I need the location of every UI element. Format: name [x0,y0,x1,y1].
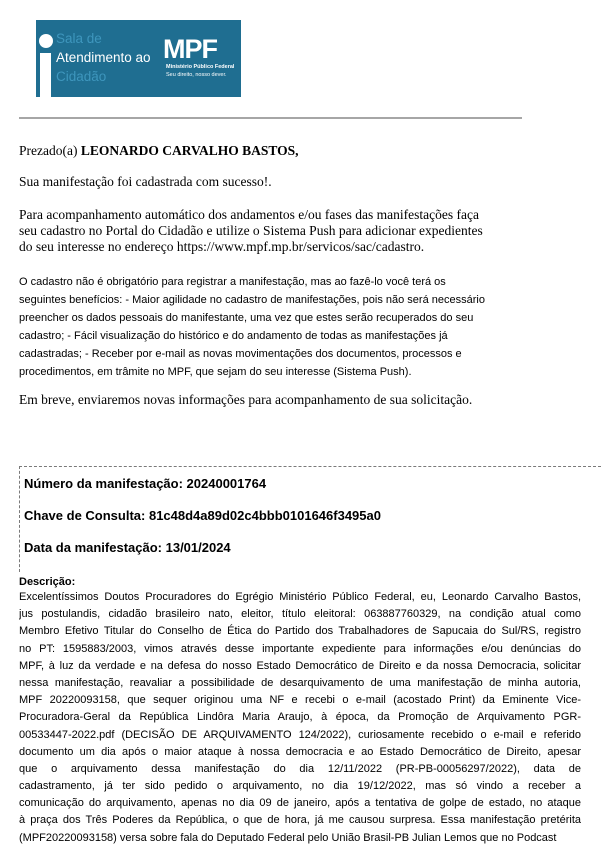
description-line: que o arquivamento dessa manifestação do dia 12/11/2022 (PR-PB-00056297/2022), data de [19,762,581,775]
manifestation-date: Data da manifestação: 13/01/2024 [24,540,231,555]
benefits-line: cadastradas; - Receber por e-mail as novas movimentações dos documentos, processos e [19,348,462,360]
mpf-logo: MPF [163,34,217,64]
mpf-logo-subtitle: Ministério Público Federal [166,64,235,70]
sac-mpf-banner [19,20,241,97]
description-line: Membro Efetivo Titular do Conselho de Ética do Partido dos Trabalhadores de Sapucaia do Sul/RS, registro [19,625,581,638]
mpf-logo-slogan: Seu direito, nosso dever. [166,72,227,78]
banner-line-2: Atendimento ao [56,50,151,65]
description-body [19,589,581,847]
description-line: no PT: 1595883/2003, vimos através desse importante expediente para informações e/ou denúncias do [19,642,581,655]
consultation-key: Chave de Consulta: 81c48d4a89d02c4bbb0101646f3495a0 [24,508,381,523]
benefits-paragraph [19,273,509,381]
followup-line: Para acompanhamento automático dos andamentos e/ou fases das manifestações faça [19,207,479,222]
description-line: cadastramento, já ter sido pedido o arquivamento, no dia 19/12/2022, mas só vindo a receber a [19,780,581,793]
info-i-dot-icon [39,34,53,48]
benefits-line: preencher os dados pessoais do manifestante, uma vez que estes serão recuperados do seu [19,312,474,324]
banner-accent-bar [19,20,36,97]
benefits-line: seguintes benefícios: - Maior agilidade no cadastro de manifestações, pois não será necessário [19,294,485,306]
header-divider [19,117,522,119]
info-i-stem-icon [40,53,51,97]
description-line: jus postulandis, cidadão brasileiro nato, eleitor, título eleitoral: 063887760329, na condição atual como [19,608,581,621]
description-line: à praça dos Três Poderes da República, o que de hora, já me causou surpresa. Essa manifestação pretérita [19,814,581,827]
description-line: MPF 20220093158, que sequer originou uma NF e recebi o e-mail (acostado Print) da Eminente Vice- [19,694,581,707]
description-line: Excelentíssimos Doutos Procuradores do Egrégio Ministério Público Federal, eu, Leonardo Carvalho Bastos, [19,591,581,603]
followup-line: seu cadastro no Portal do Cidadão e utilize o Sistema Push para adicionar expedientes [19,223,483,238]
description-line: nessa manifestação, reavaliar a possibilidade de desarquivamento de uma manifestação de minha autoria, [19,676,581,689]
description-line: 00533447-2022.pdf (DECISÃO DE ARQUIVAMENTO 124/2022), curiosamente recebido o e-mail e referido [19,728,581,741]
benefits-line: cadastro; - Fácil visualização do histórico e do andamento de todas as manifestações já [19,330,448,342]
recipient-name: LEONARDO CARVALHO BASTOS, [80,143,299,158]
description-line: MPF, à luz da verdade e na defesa do nosso Estado Democrático de Direito e da nossa Democracia, solicitar [19,659,581,672]
description-line: documento um dia após o maior ataque à nossa democracia e ao Estado Democrático de Direito, apesar [19,745,581,758]
description-line: Procuradora-Geral da República Lindôra Maria Araujo, à época, da Promoção de Arquivamento PGR- [19,711,581,724]
description-line: (MPF20220093158) versa sobre fala do Deputado Federal pelo União Brasil-PB Julian Lemos que no Podcast [19,831,557,844]
benefits-line: procedimentos, em trâmite no MPF, que sejam do seu interesse (Sistema Push). [19,366,412,378]
greeting-prefix: Prezado(a) [19,143,81,158]
followup-line: do seu interesse no endereço https://www.mpf.mp.br/servicos/sac/cadastro. [19,239,425,254]
banner-line-3: Cidadão [56,69,107,84]
description-line: comunicação do arquivamento, apenas no dia 09 de janeiro, após a tentativa de golpe de estado, no ataque [19,797,581,810]
description-label: Descrição: [19,576,76,588]
success-message: Sua manifestação foi cadastrada com sucesso!. [19,174,272,189]
closing-message: Em breve, enviaremos novas informações para acompanhamento de sua solicitação. [19,392,473,407]
benefits-line: O cadastro não é obrigatório para registrar a manifestação, mas ao fazê-lo você terá os [19,276,446,288]
followup-paragraph [19,207,559,255]
manifestation-number: Número da manifestação: 20240001764 [24,476,267,491]
greeting [19,143,299,159]
banner-line-1: Sala de [56,31,102,46]
